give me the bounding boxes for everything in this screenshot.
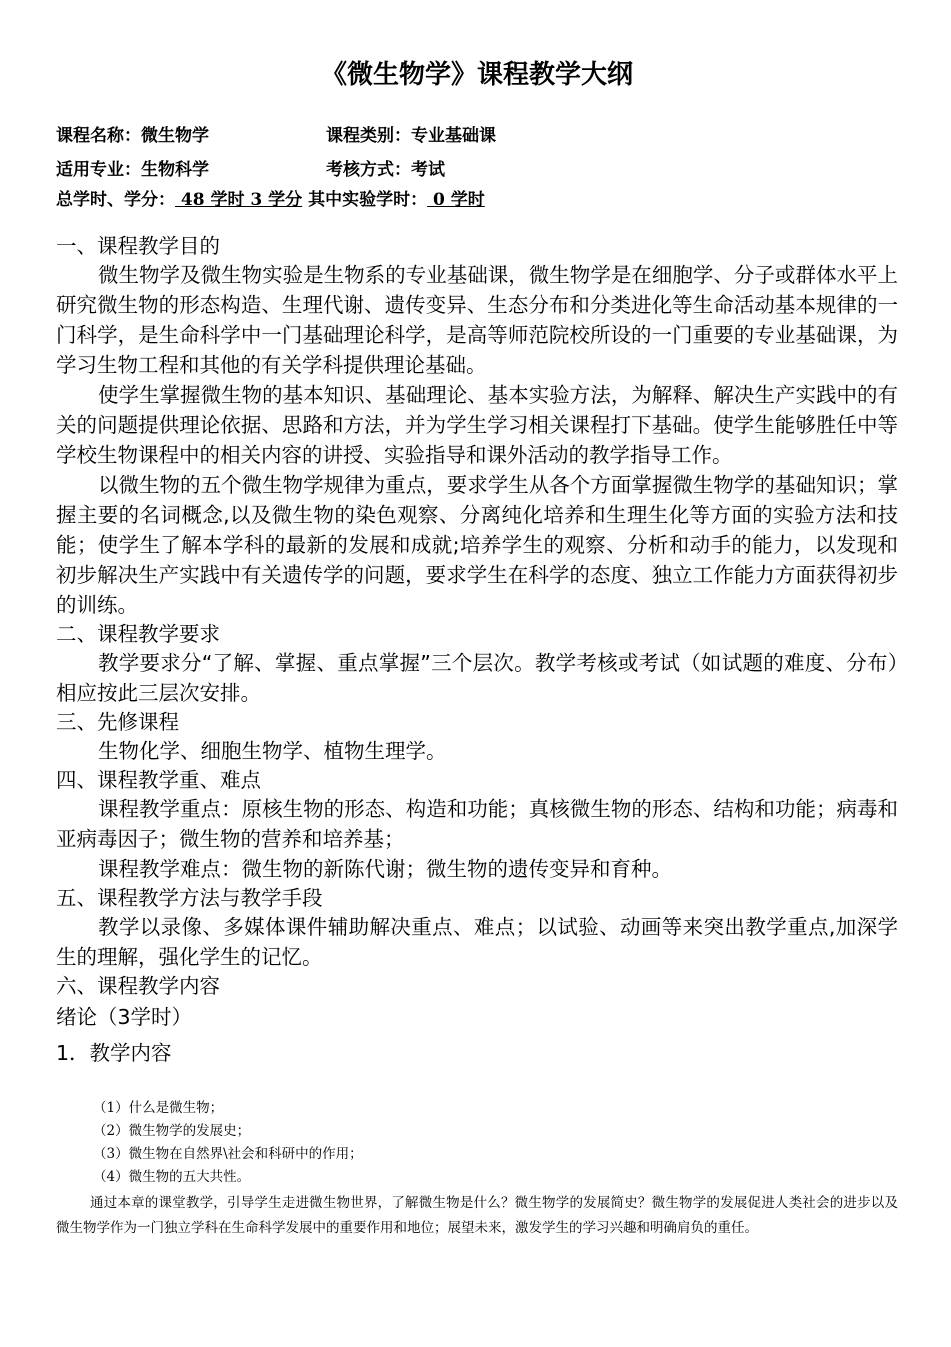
content-item-3: （3）微生物在自然界\社会和科研中的作用； — [93, 1146, 363, 1162]
section-3-paragraph: 生物化学、细胞生物学、植物生理学。 — [98, 739, 447, 763]
meta-row-3 — [56, 185, 485, 210]
content-heading: 1．教学内容 — [56, 1041, 172, 1065]
content-item-2: （2）微生物学的发展史； — [93, 1123, 251, 1139]
content-item-4: （4）微生物的五大共性。 — [93, 1169, 251, 1185]
teaching-content-block — [56, 1097, 898, 1241]
hours-label: 总学时、学分： — [56, 190, 175, 210]
section-heading-5: 五、课程教学方法与教学手段 — [56, 886, 323, 910]
intro-heading: 绪论（3学时） — [56, 1005, 193, 1029]
section-1-paragraph-1: 微生物学及微生物实验是生物系的专业基础课，微生物学是在细胞学、分子或群体水平上研究微生物的形态构造、生理代谢、遗传变异、生态分布和分类进化等生命活动基本规律的一门科学，是生命科学中一门基础理论科学，是高等师范院校所设的一门重要的专业基础课，为学习生物工程和其他的有关学科提供理论基础。 — [56, 263, 898, 377]
section-1-paragraph-3: 以微生物的五个微生物学规律为重点，要求学生从各个方面掌握微生物学的基础知识；掌握主要的名词概念,以及微生物的染色观察、分离纯化培养和生理生化等方面的实验方法和技能；使学生了解本学科的最新的发展和成就;培养学生的观察、分析和动手的能力，以发现和初步解决生产实践中有关遗传学的问题，要求学生在科学的态度、独立工作能力方面获得初步的训练。 — [56, 473, 898, 617]
section-4-key-points: 课程教学重点：原核生物的形态、构造和功能；真核微生物的形态、结构和功能；病毒和亚病毒因子；微生物的营养和培养基； — [56, 797, 898, 851]
section-heading-2: 二、课程教学要求 — [56, 622, 220, 646]
course-type: 课程类别：专业基础课 — [326, 126, 496, 146]
closing-paragraph: 通过本章的课堂教学，引导学生走进微生物世界，了解微生物是什么？微生物学的发展简史？微生物学的发展促进人类社会的进步以及微生物学作为一门独立学科在生命科学发展中的重要作用和地位；展望未来，激发学生的学习兴趣和明确肩负的重任。 — [56, 1195, 898, 1236]
document-title: 《微生物学》课程教学大纲 — [320, 60, 633, 90]
section-4-difficulties: 课程教学难点：微生物的新陈代谢；微生物的遗传变异和育种。 — [98, 857, 672, 881]
document-body — [56, 232, 898, 1067]
meta-row-1 — [56, 121, 496, 146]
content-item-1: （1）什么是微生物； — [93, 1100, 224, 1116]
section-heading-4: 四、课程教学重、难点 — [56, 768, 261, 792]
course-name: 课程名称：微生物学 — [56, 126, 209, 146]
section-heading-6: 六、课程教学内容 — [56, 974, 220, 998]
lab-hours-label: 其中实验学时： — [302, 190, 428, 210]
lab-hours-value: 0 学时 — [427, 190, 485, 210]
hours-value: 48 学时 3 学分 — [175, 190, 303, 210]
section-2-paragraph: 教学要求分“了解、掌握、重点掌握”三个层次。教学考核或考试（如试题的难度、分布）相应按此三层次安排。 — [56, 651, 898, 705]
section-heading-1: 一、课程教学目的 — [56, 234, 220, 258]
section-1-paragraph-2: 使学生掌握微生物的基本知识、基础理论、基本实验方法，为解释、解决生产实践中的有关的问题提供理论依据、思路和方法，并为学生学习相关课程打下基础。使学生能够胜任中等学校生物课程中的相关内容的讲授、实验指导和课外活动的教学指导工作。 — [56, 383, 898, 467]
section-heading-3: 三、先修课程 — [56, 710, 179, 734]
meta-row-2 — [56, 155, 445, 180]
section-5-paragraph: 教学以录像、多媒体课件辅助解决重点、难点；以试验、动画等来突出教学重点,加深学生的理解，强化学生的记忆。 — [56, 915, 898, 969]
assessment-method: 考核方式：考试 — [326, 160, 445, 180]
major: 适用专业：生物科学 — [56, 160, 209, 180]
